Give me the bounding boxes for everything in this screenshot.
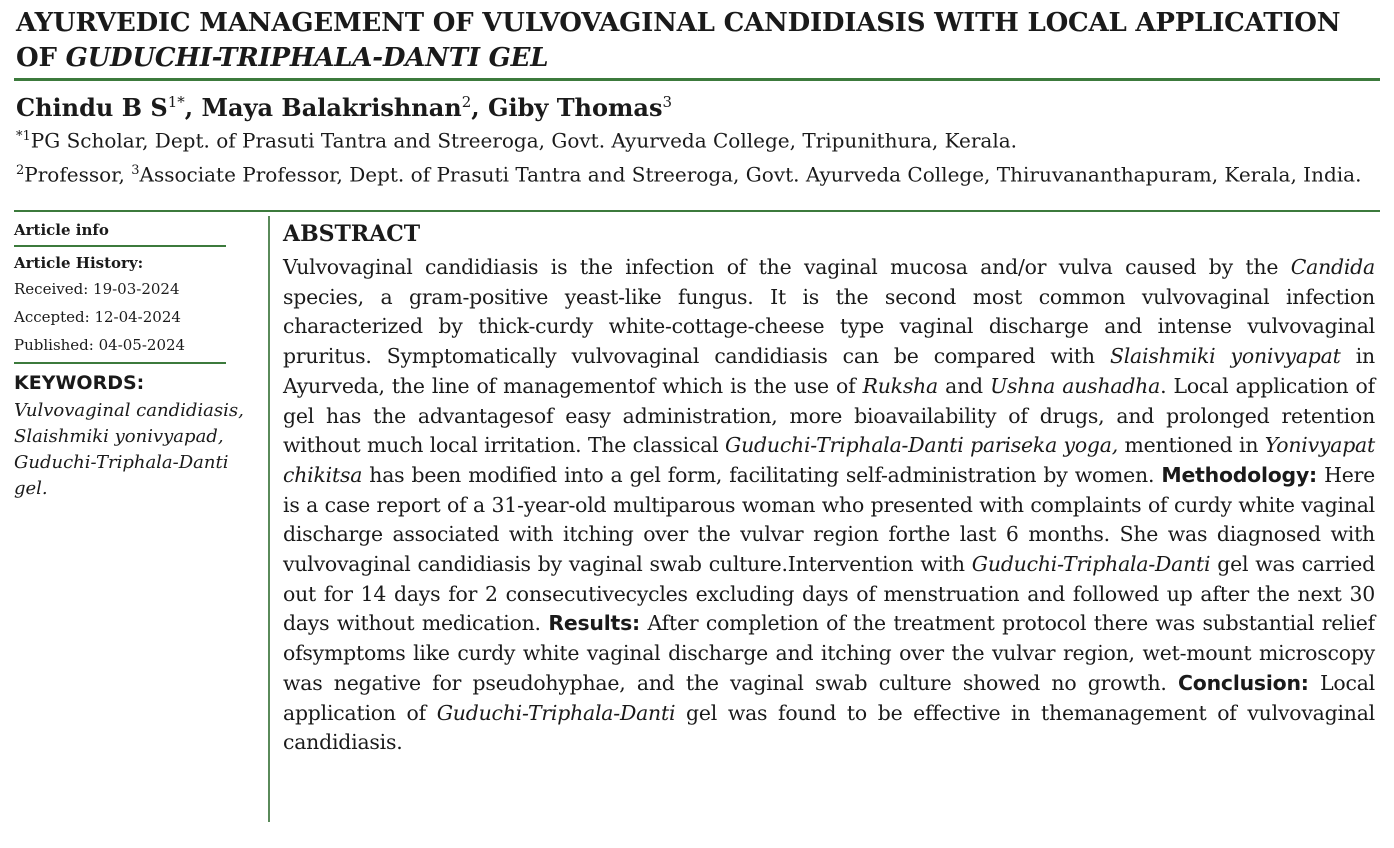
abstract-text-run: Ruksha bbox=[862, 373, 938, 398]
author-mark: 1* bbox=[167, 93, 185, 111]
received-date: Received: 19-03-2024 bbox=[14, 280, 180, 298]
header-rule bbox=[14, 210, 1380, 212]
author-mark: 2 bbox=[461, 93, 472, 111]
sidebar-rule bbox=[14, 362, 226, 364]
keywords-text: Vulvovaginal candidiasis, Slaishmiki yonivyapad, Guduchi-Triphala-Danti gel. bbox=[14, 400, 244, 499]
title-line-2-italic: GUDUCHI-TRIPHALA-DANTI GEL bbox=[65, 43, 549, 73]
title-line-1: AYURVEDIC MANAGEMENT OF VULVOVAGINAL CANDIDIASIS WITH LOCAL APPLICATION bbox=[16, 8, 1341, 38]
abstract-text-run: Here is a case report of a 31-year-old multiparous woman who presented with complaints of curdy white vaginal discharge associated with itching over the vulvar region forthe last 6 months. She was diagnosed with vulvovaginal candidiasis by vaginal swab culture.Intervention with bbox=[283, 462, 1375, 577]
abstract-text-run: and bbox=[938, 373, 991, 398]
affil-mark: 2 bbox=[16, 162, 25, 178]
author-name: Giby Thomas bbox=[488, 93, 663, 122]
author-name: Maya Balakrishnan bbox=[201, 93, 462, 122]
affil-3: Associate Professor, Dept. of Prasuti Tantra and Streeroga, Govt. Ayurveda College, Thiruvananthapuram, Kerala, India. bbox=[139, 162, 1362, 187]
column-divider bbox=[268, 216, 270, 822]
accepted-date: Accepted: 12-04-2024 bbox=[14, 308, 181, 326]
affil-mark: 3 bbox=[131, 162, 140, 178]
abstract-text-run: Local application of bbox=[283, 670, 1375, 725]
author-name: Chindu B S bbox=[16, 93, 168, 122]
abstract-text-run: Yonivyapat chikitsa bbox=[283, 433, 1375, 487]
abstract-text-run: mentioned in bbox=[1118, 433, 1265, 458]
history-heading: Article History: bbox=[14, 254, 144, 272]
title-rule bbox=[14, 78, 1380, 81]
abstract-text-run: gel was found to be effective in themanagement of vulvovaginal candidiasis. bbox=[283, 700, 1375, 755]
article-title bbox=[16, 6, 1376, 76]
abstract-text-run: Candida bbox=[1290, 255, 1375, 279]
abstract-body bbox=[283, 253, 1375, 758]
abstract-text-run: . Local application of gel has the advantagesof easy administration, more bioavailability of drugs, and prolonged retention without much local irritation. The classical bbox=[283, 373, 1375, 458]
abstract-heading: ABSTRACT bbox=[283, 221, 421, 247]
abstract-text-run: Guduchi-Triphala-Danti bbox=[436, 700, 676, 725]
abstract-text-run: Guduchi-Triphala-Danti bbox=[971, 552, 1211, 577]
keywords-heading: KEYWORDS: bbox=[14, 372, 145, 394]
conclusion-label: Conclusion: bbox=[1178, 670, 1309, 695]
sidebar-rule bbox=[14, 245, 226, 247]
methodology-label: Methodology: bbox=[1161, 462, 1317, 487]
article-info-heading: Article info bbox=[14, 221, 109, 239]
affil-1: PG Scholar, Dept. of Prasuti Tantra and Streeroga, Govt. Ayurveda College, Tripunithura, Kerala. bbox=[30, 128, 1017, 153]
abstract-text-run: After completion of the treatment protocol there was substantial relief ofsymptoms like curdy white vaginal discharge and itching over the vulvar region, wet-mount microscopy was negative for pseudohyphae, and the vaginal swab culture showed no growth. bbox=[283, 611, 1376, 695]
abstract-text-run: Slaishmiki yonivyapat bbox=[1109, 344, 1341, 369]
abstract-text-run: Guduchi-Triphala-Danti pariseka yoga, bbox=[725, 433, 1119, 458]
abstract-text-run: Vulvovaginal candidiasis is the infection of the vaginal mucosa and/or vulva caused by the bbox=[283, 255, 1291, 279]
affil-mark: *1 bbox=[16, 129, 31, 144]
author-mark: 3 bbox=[662, 93, 673, 111]
results-label: Results: bbox=[548, 611, 640, 636]
abstract-text-run: has been modified into a gel form, facilitating self-administration by women. bbox=[362, 462, 1162, 487]
author-list: Chindu B $S^{1*}$, Maya Balakrishnan$^2$, Giby Thomas$^3$ bbox=[16, 93, 673, 122]
title-line-2-prefix: OF bbox=[16, 43, 66, 73]
article-info-sidebar bbox=[14, 216, 244, 502]
published-date: Published: 04-05-2024 bbox=[14, 336, 186, 354]
abstract-text-run: species, a gram-positive yeast-like fungus. It is the second most common vulvovaginal infection characterized by thick-curdy white-cottage-cheese type vaginal discharge and intense vulvovaginal pruritus. Symptomatically vulvovaginal candidiasis can be compared with bbox=[283, 284, 1375, 369]
abstract-text-run: in Ayurveda, the line of managementof which is the use of bbox=[283, 344, 1375, 398]
abstract-text-run: Ushna aushadha bbox=[990, 373, 1161, 398]
affiliations bbox=[16, 122, 1376, 189]
abstract-text-run: gel was carried out for 14 days for 2 consecutivecycles excluding days of menstruation and followed up after the next 30 days without medication. bbox=[283, 552, 1375, 636]
affil-2: Professor, bbox=[24, 162, 132, 187]
